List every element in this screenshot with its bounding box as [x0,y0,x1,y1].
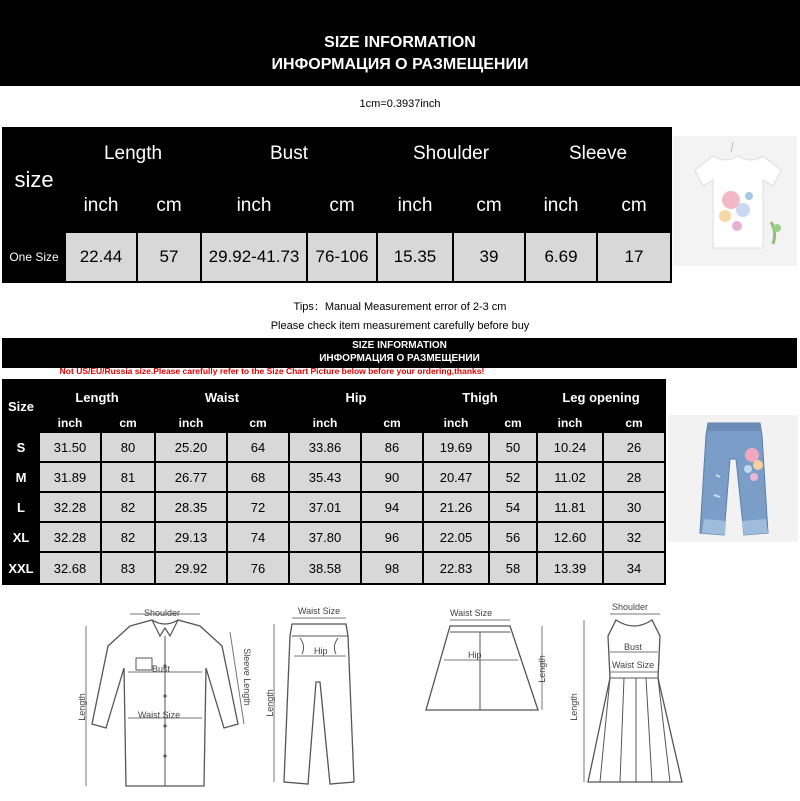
table-cell: 28 [604,463,664,491]
table-cell: 11.81 [538,493,602,521]
dress-measurement-diagram [568,602,690,792]
table-cell: 30 [604,493,664,521]
skirt-hip-label: Hip [468,650,482,660]
unit-header: inch [290,415,360,431]
unit-header: inch [526,181,596,231]
table-cell: 31.50 [40,433,100,461]
table-cell: 25.20 [156,433,226,461]
tshirt-product-photo [673,136,797,266]
table-cell: 12.60 [538,523,602,551]
size-warning-text: Not US/EU/Russia size.Please carefully refer to the Size Chart Picture below before your ordering,thanks! [59,366,485,376]
pants-measurement-diagram [262,606,362,792]
unit-header: inch [202,181,306,231]
unit-header: inch [66,181,136,231]
dress-bust-label: Bust [624,642,643,652]
table-cell: 29.92 [156,553,226,583]
table-cell: 26.77 [156,463,226,491]
shirt-sleeve-label: Sleeve Length [241,648,252,706]
size-info-banner-pants [2,338,797,368]
measurement-diagrams [0,592,800,800]
shirt-waist-label: Waist Size [138,710,181,720]
table-cell: 22.44 [66,233,136,281]
table-cell: 15.35 [378,233,452,281]
table-cell: 29.13 [156,523,226,551]
table-cell: 57 [138,233,200,281]
banner-title-ru: ИНФОРМАЦИЯ О РАЗМЕЩЕНИИ [319,353,480,364]
table-cell: 39 [454,233,524,281]
group-header-waist: Waist [156,381,288,413]
table-cell: 82 [102,523,154,551]
size-header-cell: Size [4,381,38,431]
table-cell: 50 [490,433,536,461]
group-header-leg-opening: Leg opening [538,381,664,413]
skirt-waist-label: Waist Size [450,608,493,618]
row-label-size: L [4,493,38,521]
unit-header: cm [454,181,524,231]
table-cell: 90 [362,463,422,491]
unit-header: cm [598,181,670,231]
table-cell: 32.28 [40,493,100,521]
table-cell: 11.02 [538,463,602,491]
table-cell: 34 [604,553,664,583]
table-cell: 98 [362,553,422,583]
unit-header: cm [604,415,664,431]
top-size-table [2,127,672,283]
group-header-length: Length [66,129,200,179]
table-cell: 81 [102,463,154,491]
table-cell: 38.58 [290,553,360,583]
table-cell: 94 [362,493,422,521]
shirt-measurement-diagram [76,606,252,796]
table-cell: 82 [102,493,154,521]
table-cell: 37.01 [290,493,360,521]
group-header-thigh: Thigh [424,381,536,413]
skirt-length-label: Length [536,655,547,683]
table-cell: 74 [228,523,288,551]
pants-size-table [2,379,666,585]
dress-waist-label: Waist Size [612,660,655,670]
table-cell: 80 [102,433,154,461]
table-cell: 37.80 [290,523,360,551]
row-label-size: M [4,463,38,491]
pants-hip-label: Hip [314,646,328,656]
table-cell: 17 [598,233,670,281]
unit-header: inch [40,415,100,431]
jeans-product-photo [668,415,798,542]
dress-length-label: Length [568,693,579,721]
row-label-one-size: One Size [4,233,64,281]
table-cell: 32.68 [40,553,100,583]
unit-header: cm [138,181,200,231]
skirt-measurement-diagram [420,608,550,722]
unit-header: cm [228,415,288,431]
table-cell: 64 [228,433,288,461]
row-label-size: XL [4,523,38,551]
unit-header: inch [156,415,226,431]
row-label-size: S [4,433,38,461]
table-cell: 56 [490,523,536,551]
table-cell: 32 [604,523,664,551]
table-cell: 83 [102,553,154,583]
table-cell: 86 [362,433,422,461]
size-header-cell: size [4,129,64,231]
table-cell: 68 [228,463,288,491]
group-header-sleeve: Sleeve [526,129,670,179]
shirt-shoulder-label: Shoulder [144,608,181,618]
banner-title-ru: ИНФОРМАЦИЯ О РАЗМЕЩЕНИИ [271,56,529,73]
table-cell: 52 [490,463,536,491]
unit-header: inch [538,415,602,431]
table-cell: 13.39 [538,553,602,583]
shirt-length-label: Length [76,693,87,721]
unit-header: inch [378,181,452,231]
table-cell: 19.69 [424,433,488,461]
table-cell: 96 [362,523,422,551]
unit-header: cm [308,181,376,231]
table-cell: 76 [228,553,288,583]
table-cell: 26 [604,433,664,461]
banner-title-en: SIZE INFORMATION [324,34,476,51]
tip-measurement-error: Tips：Manual Measurement error of 2-3 cm [293,301,507,313]
table-cell: 10.24 [538,433,602,461]
pants-waist-label: Waist Size [298,606,341,616]
tip-check-measurement: Please check item measurement carefully before buy [270,320,530,332]
pants-length-label: Length [264,689,275,717]
unit-header: cm [490,415,536,431]
unit-header: inch [424,415,488,431]
dress-shoulder-label: Shoulder [612,602,649,612]
table-cell: 22.83 [424,553,488,583]
table-cell: 6.69 [526,233,596,281]
group-header-shoulder: Shoulder [378,129,524,179]
table-cell: 31.89 [40,463,100,491]
group-header-bust: Bust [202,129,376,179]
row-label-size: XXL [4,553,38,583]
table-cell: 28.35 [156,493,226,521]
table-cell: 32.28 [40,523,100,551]
table-cell: 58 [490,553,536,583]
table-cell: 20.47 [424,463,488,491]
table-cell: 33.86 [290,433,360,461]
size-info-banner [0,0,800,86]
table-cell: 76-106 [308,233,376,281]
unit-conversion-note: 1cm=0.3937inch [359,98,441,110]
table-cell: 29.92-41.73 [202,233,306,281]
table-cell: 72 [228,493,288,521]
unit-header: cm [362,415,422,431]
table-cell: 21.26 [424,493,488,521]
table-cell: 54 [490,493,536,521]
table-cell: 35.43 [290,463,360,491]
shirt-bust-label: Bust [152,664,171,674]
table-cell: 22.05 [424,523,488,551]
unit-header: cm [102,415,154,431]
group-header-length: Length [40,381,154,413]
group-header-hip: Hip [290,381,422,413]
banner-title-en: SIZE INFORMATION [352,340,447,351]
